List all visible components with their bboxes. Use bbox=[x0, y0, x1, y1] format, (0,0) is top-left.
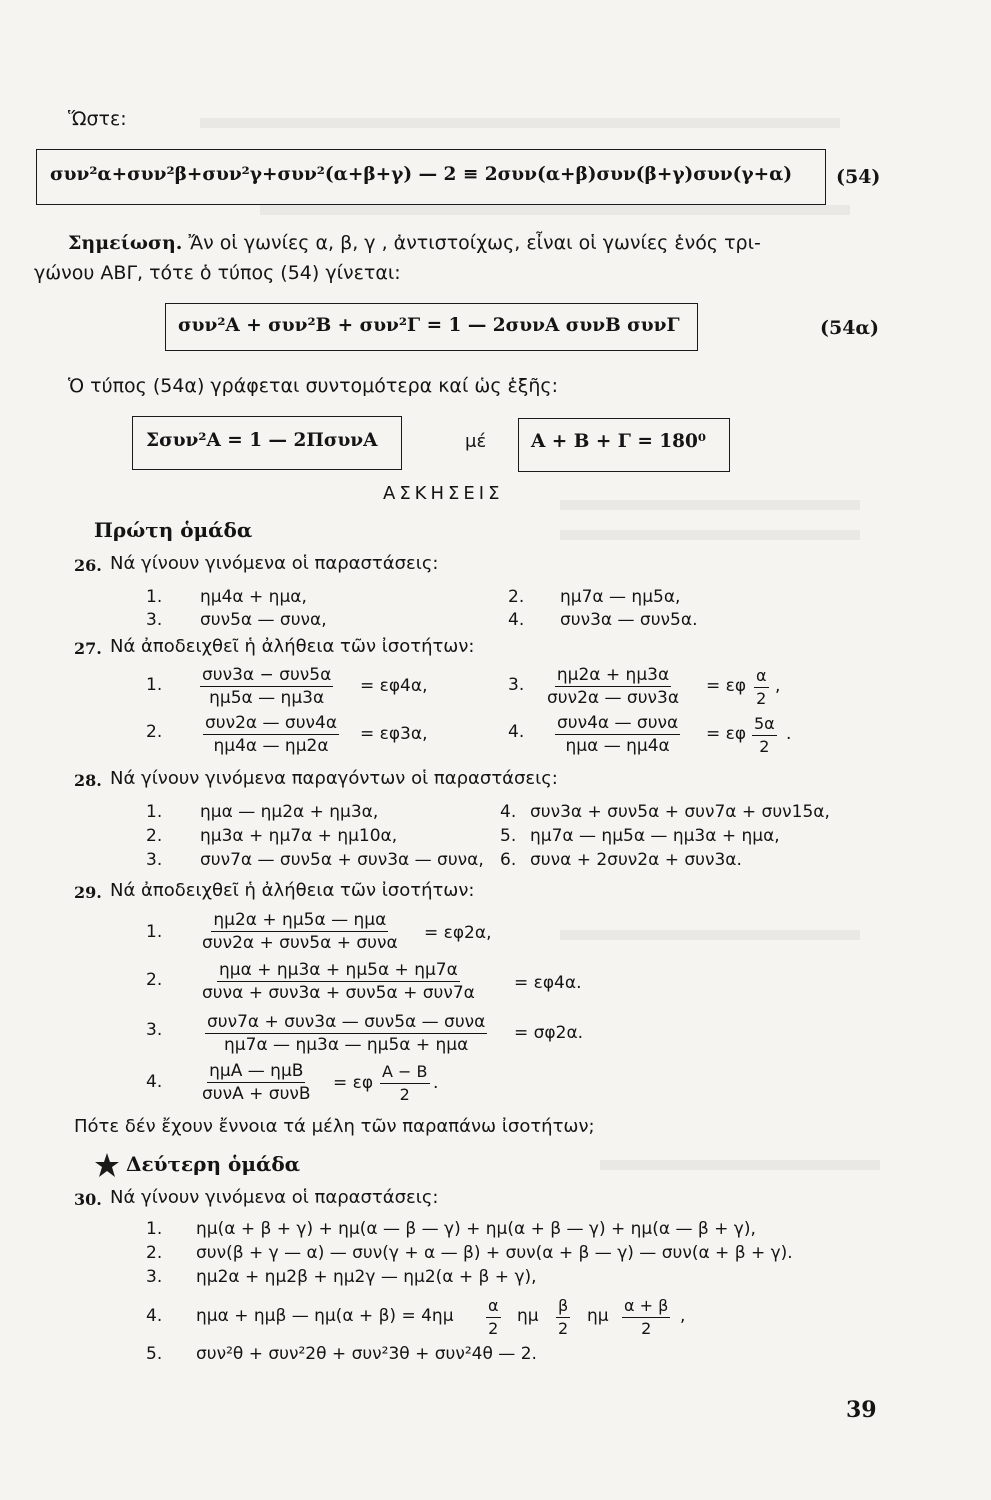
ex27-2-rhs: = εφ3α, bbox=[360, 724, 428, 744]
ex26-item: ημ7α — ημ5α, bbox=[560, 587, 681, 607]
ex29-text: Νά ἀποδειχθεῖ ἡ ἀλήθεια τῶν ἰσοτήτων: bbox=[110, 880, 475, 901]
ex27-3-half-angle bbox=[754, 666, 769, 709]
ex29-1-fraction bbox=[200, 910, 400, 953]
ex28-item: ημ7α — ημ5α — ημ3α + ημα, bbox=[530, 826, 780, 846]
denominator: ημα — ημ4α bbox=[565, 736, 670, 756]
denominator: ημ5α — ημ3α bbox=[209, 688, 325, 708]
sine-word: ημ bbox=[587, 1306, 609, 1326]
note-line-2: γώνου ΑΒΓ, τότε ὁ τύπος (54) γίνεται: bbox=[34, 262, 401, 284]
ex29-4-fraction bbox=[200, 1061, 313, 1104]
ex30-item-num: 4. bbox=[146, 1306, 163, 1326]
numerator: ημ2α + ημ5α — ημα bbox=[213, 910, 387, 930]
shorter-line: Ὁ τύπος (54α) γράφεται συντομότερα καί ὡς ἑξῆς: bbox=[68, 375, 558, 397]
ex28-number: 28. bbox=[74, 771, 102, 790]
bleed-through-line bbox=[260, 205, 850, 215]
denominator: 2 bbox=[641, 1319, 652, 1338]
oste-label: Ὥστε: bbox=[68, 108, 127, 130]
numerator: β bbox=[556, 1296, 570, 1318]
denominator: συν2α + συν5α + συνα bbox=[202, 933, 398, 953]
numerator: Α − Β bbox=[380, 1062, 430, 1084]
ex27-3-fraction bbox=[545, 665, 681, 708]
ex26-number: 26. bbox=[74, 556, 102, 575]
ex29-1-rhs: = εφ2α, bbox=[424, 923, 492, 943]
ex28-item-num: 1. bbox=[146, 802, 163, 822]
ex30-item-num: 1. bbox=[146, 1219, 163, 1239]
ex30-item: ημα + ημβ — ημ(α + β) = 4ημ bbox=[196, 1306, 454, 1326]
ex27-4-fraction bbox=[555, 713, 680, 756]
ex27-1-rhs: = εφ4α, bbox=[360, 676, 428, 696]
comma: , bbox=[775, 676, 781, 696]
numerator: ημα + ημ3α + ημ5α + ημ7α bbox=[219, 960, 458, 980]
ex27-number: 27. bbox=[74, 639, 102, 658]
denominator: συνα + συν3α + συν5α + συν7α bbox=[202, 983, 475, 1003]
ex28-item-num: 3. bbox=[146, 850, 163, 870]
numerator: ημ2α + ημ3α bbox=[556, 665, 670, 685]
ex30-item: ημ(α + β + γ) + ημ(α — β — γ) + ημ(α + β — γ) + ημ(α — β + γ), bbox=[196, 1219, 756, 1239]
ex30-item-num: 5. bbox=[146, 1344, 163, 1364]
ex26-item-num: 1. bbox=[146, 587, 163, 607]
ex29-item-num: 2. bbox=[146, 970, 163, 990]
ex29-item-num: 1. bbox=[146, 922, 163, 942]
ex28-item-num: 2. bbox=[146, 826, 163, 846]
ex27-1-fraction bbox=[200, 665, 333, 708]
ex29-2-rhs: = εφ4α. bbox=[514, 973, 582, 993]
ex28-text: Νά γίνουν γινόμενα παραγόντων οἱ παραστάσεις: bbox=[110, 768, 558, 789]
ex30-item-num: 3. bbox=[146, 1267, 163, 1287]
denominator: 2 bbox=[399, 1085, 410, 1104]
denominator: 2 bbox=[488, 1319, 499, 1338]
sine-word: ημ bbox=[517, 1306, 539, 1326]
ex29-question: Πότε δέν ἔχουν ἔννοια τά μέλη τῶν παραπάνω ἰσοτήτων; bbox=[74, 1116, 595, 1137]
ex26-item-num: 3. bbox=[146, 610, 163, 630]
numerator: α bbox=[486, 1296, 501, 1318]
bleed-through-line bbox=[200, 118, 840, 128]
note-line-1 bbox=[68, 232, 761, 254]
page-number: 39 bbox=[846, 1397, 877, 1423]
numerator: 5α bbox=[752, 714, 777, 736]
ex29-item-num: 4. bbox=[146, 1072, 163, 1092]
formula-54-tag: (54) bbox=[836, 166, 881, 188]
ex26-item-num: 4. bbox=[508, 610, 525, 630]
denominator: 2 bbox=[558, 1319, 569, 1338]
ex28-item: συνα + 2συν2α + συν3α. bbox=[530, 850, 742, 870]
numerator: α bbox=[754, 666, 769, 688]
ex28-item: συν7α — συν5α + συν3α — συνα, bbox=[200, 850, 484, 870]
period: . bbox=[433, 1073, 439, 1093]
bleed-through-line bbox=[560, 530, 860, 540]
ex30-item: ημ2α + ημ2β + ημ2γ — ημ2(α + β + γ), bbox=[196, 1267, 537, 1287]
numerator: ημΑ — ημΒ bbox=[209, 1061, 304, 1081]
ex28-item: ημ3α + ημ7α + ημ10α, bbox=[200, 826, 398, 846]
half-beta bbox=[556, 1296, 570, 1339]
ex29-3-fraction bbox=[205, 1012, 487, 1055]
half-sum bbox=[622, 1296, 670, 1339]
ex27-2-fraction bbox=[203, 713, 339, 756]
bleed-through-line bbox=[600, 1160, 880, 1170]
numerator: συν2α — συν4α bbox=[205, 713, 338, 733]
ex29-item-num: 3. bbox=[146, 1020, 163, 1040]
ex27-text: Νά ἀποδειχθεῖ ἡ ἀλήθεια τῶν ἰσοτήτων: bbox=[110, 636, 475, 657]
numerator: α + β bbox=[622, 1296, 670, 1318]
period: . bbox=[786, 724, 792, 744]
denominator: συνΑ + συνΒ bbox=[202, 1084, 311, 1104]
ex30-item-num: 2. bbox=[146, 1243, 163, 1263]
ex29-4-half-diff bbox=[380, 1062, 430, 1105]
formula-54a-tag: (54α) bbox=[820, 317, 880, 339]
ex26-item: ημ4α + ημα, bbox=[200, 587, 307, 607]
star-icon bbox=[94, 1152, 120, 1178]
group-2-title: Δεύτερη ὁμάδα bbox=[126, 1152, 301, 1176]
ex26-item: συν5α — συνα, bbox=[200, 610, 327, 630]
ex29-4-rhs: = εφ bbox=[333, 1073, 374, 1093]
ex28-item-num: 5. bbox=[500, 826, 517, 846]
ex29-2-fraction bbox=[200, 960, 477, 1003]
sigma-formula: Σσυν²Α = 1 — 2ΠσυνΑ bbox=[146, 430, 378, 451]
ex30-item: συν(β + γ — α) — συν(γ + α — β) + συν(α + β — γ) — συν(α + β + γ). bbox=[196, 1243, 793, 1263]
group-1-title: Πρώτη ὁμάδα bbox=[94, 518, 253, 542]
denominator: συν2α — συν3α bbox=[547, 688, 680, 708]
ex28-item: συν3α + συν5α + συν7α + συν15α, bbox=[530, 802, 830, 822]
denominator: 2 bbox=[759, 737, 770, 756]
numerator: συν3α − συν5α bbox=[202, 665, 332, 685]
ex28-item-num: 4. bbox=[500, 802, 517, 822]
note-label: Σημείωση. bbox=[68, 232, 183, 254]
formula-54a: συν²Α + συν²Β + συν²Γ = 1 — 2συνΑ συνΒ συνΓ bbox=[178, 315, 680, 336]
ex27-4-half-angle bbox=[752, 714, 777, 757]
ex27-3-rhs: = εφ bbox=[706, 676, 747, 696]
ex27-item-num: 3. bbox=[508, 675, 525, 695]
ex28-item: ημα — ημ2α + ημ3α, bbox=[200, 802, 379, 822]
with-word: μέ bbox=[465, 431, 487, 452]
comma: , bbox=[680, 1306, 686, 1326]
bleed-through-line bbox=[560, 500, 860, 510]
denominator: ημ4α — ημ2α bbox=[213, 736, 329, 756]
denominator: 2 bbox=[756, 689, 767, 708]
ex30-text: Νά γίνουν γινόμενα οἱ παραστάσεις: bbox=[110, 1187, 439, 1208]
numerator: συν4α — συνα bbox=[557, 713, 679, 733]
formula-54: συν²α+συν²β+συν²γ+συν²(α+β+γ) — 2 ≡ 2συν(α+β)συν(β+γ)συν(γ+α) bbox=[50, 164, 793, 185]
ex30-item: συν²θ + συν²2θ + συν²3θ + συν²4θ — 2. bbox=[196, 1344, 537, 1364]
ex27-4-rhs: = εφ bbox=[706, 724, 747, 744]
ex29-3-rhs: = σφ2α. bbox=[514, 1023, 584, 1043]
half-alpha bbox=[486, 1296, 501, 1339]
note-text-1: Ἄν οἱ γωνίες α, β, γ , ἀντιστοίχως, εἶναι οἱ γωνίες ἑνός τρι- bbox=[182, 232, 761, 254]
ex28-item-num: 6. bbox=[500, 850, 517, 870]
ex27-item-num: 4. bbox=[508, 722, 525, 742]
numerator: συν7α + συν3α — συν5α — συνα bbox=[207, 1012, 486, 1032]
ex27-item-num: 2. bbox=[146, 722, 163, 742]
ex26-text: Νά γίνουν γινόμενα οἱ παραστάσεις: bbox=[110, 553, 439, 574]
ex30-number: 30. bbox=[74, 1190, 102, 1209]
ex26-item: συν3α — συν5α. bbox=[560, 610, 698, 630]
angle-sum-formula: Α + Β + Γ = 180⁰ bbox=[531, 431, 706, 452]
section-title: ΑΣΚΗΣΕΙΣ bbox=[383, 483, 504, 504]
denominator: ημ7α — ημ3α — ημ5α + ημα bbox=[224, 1035, 469, 1055]
bleed-through-line bbox=[560, 930, 860, 940]
ex29-number: 29. bbox=[74, 883, 102, 902]
ex27-item-num: 1. bbox=[146, 675, 163, 695]
ex26-item-num: 2. bbox=[508, 587, 525, 607]
